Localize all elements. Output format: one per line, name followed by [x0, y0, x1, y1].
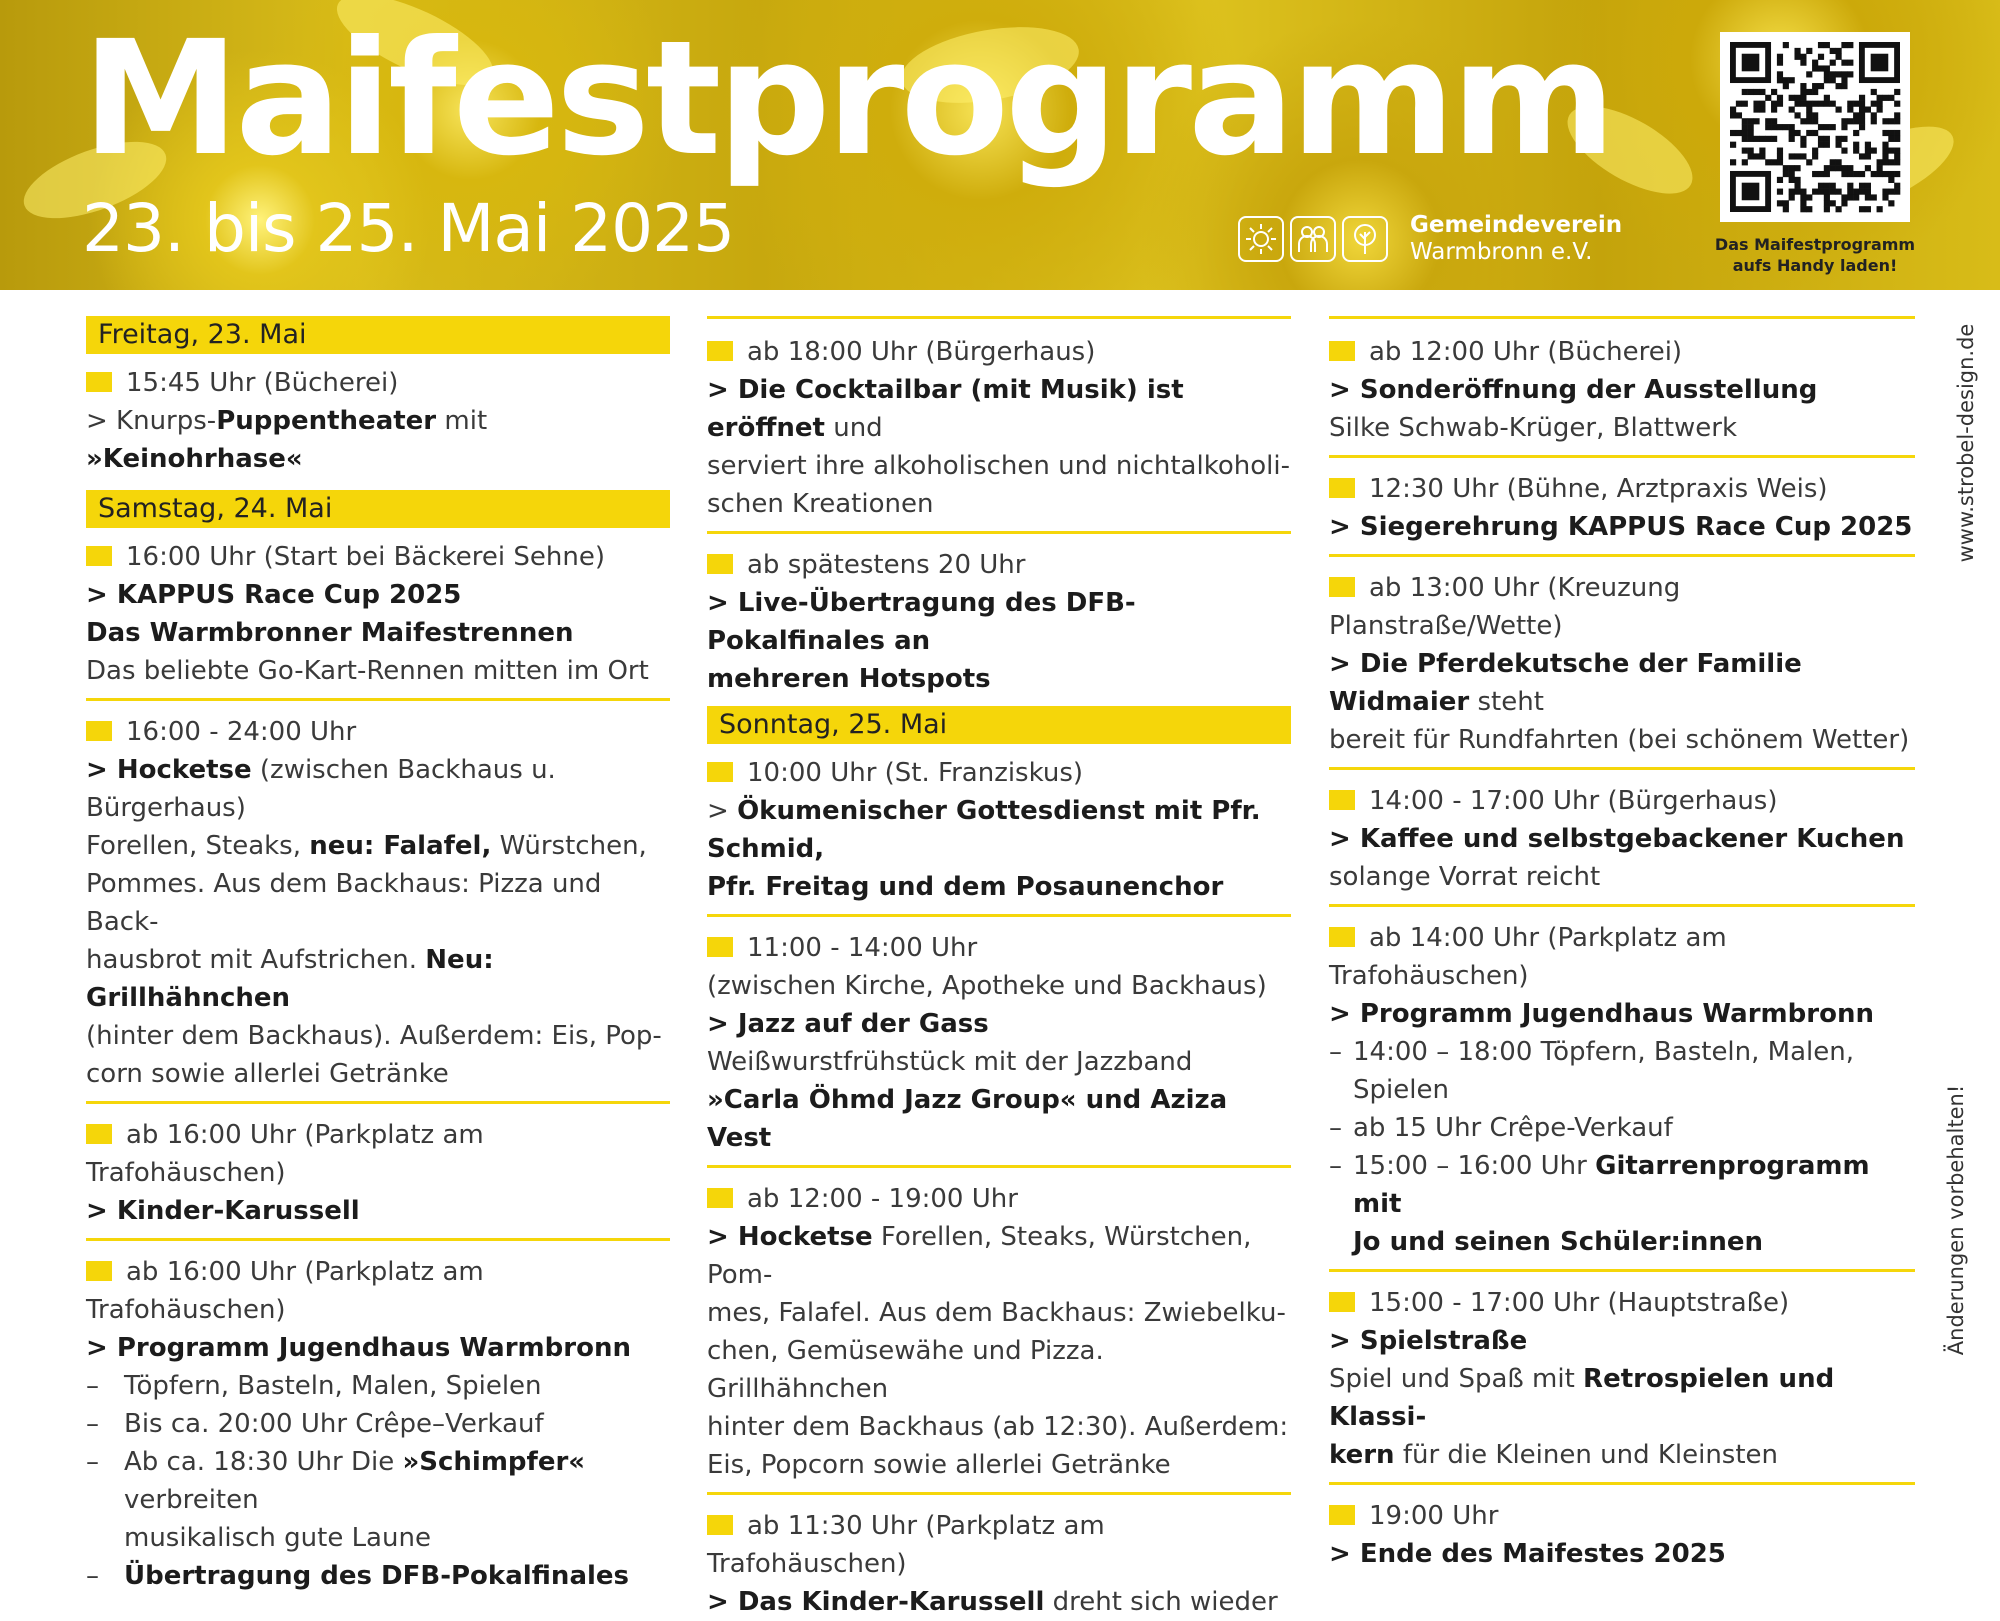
divider	[1329, 554, 1915, 557]
event-time: ab 14:00 Uhr (Parkplatz am Trafohäuschen)	[1329, 923, 1727, 991]
marker-square	[1329, 790, 1355, 810]
event-time: 19:00 Uhr	[1369, 1501, 1499, 1531]
event-time: ab 12:00 Uhr (Bücherei)	[1369, 337, 1683, 367]
list-item	[86, 1557, 670, 1595]
event-text: mit	[436, 406, 488, 436]
event-jazz	[707, 929, 1291, 1157]
divider	[86, 1101, 670, 1104]
marker-square	[86, 1124, 112, 1144]
divider	[1329, 455, 1915, 458]
event-title: > Ende des Maifestes 2025	[1329, 1539, 1726, 1569]
event-title: > Kinder-Karussell	[86, 1196, 360, 1226]
marker-square	[86, 372, 112, 392]
event-time: 15:00 - 17:00 Uhr (Hauptstraße)	[1369, 1288, 1790, 1318]
event-title: > Die Cocktailbar (mit Musik) ist eröffnet	[707, 375, 1184, 443]
event-subtitle: Das Warmbronner Maifestrennen	[86, 618, 574, 648]
event-title: > Hocketse	[707, 1222, 873, 1252]
event-text: >	[707, 796, 738, 826]
program-column-1	[86, 316, 670, 1595]
event-title: > Jazz auf der Gass	[707, 1009, 989, 1039]
event-title: Puppentheater	[216, 406, 437, 436]
event-time: 11:00 - 14:00 Uhr	[747, 933, 978, 963]
program-column-3	[1329, 316, 1915, 1573]
event-time: 16:00 - 24:00 Uhr	[126, 717, 357, 747]
event-title: > Programm Jugendhaus Warmbronn	[86, 1333, 631, 1363]
event-text: bereit für Rundfahrten (bei schönem Wetter)	[1329, 725, 1910, 755]
dash-bullet: –	[86, 1409, 99, 1439]
event-text: dreht sich wieder	[1044, 1587, 1278, 1617]
list-item	[86, 1405, 670, 1443]
event-text: serviert ihre alkoholischen und nichtalkoholi-	[707, 451, 1290, 481]
event-title: »Keinohrhase«	[86, 444, 303, 474]
dash-bullet: –	[86, 1447, 99, 1477]
divider	[707, 914, 1291, 917]
event-pferdekutsche	[1329, 569, 1915, 759]
event-time: ab 12:00 - 19:00 Uhr	[747, 1184, 1018, 1214]
marker-square	[707, 762, 733, 782]
event-text: chen, Gemüsewähe und Pizza. Grillhähnchen	[707, 1336, 1104, 1404]
list-item-text: Bis ca. 20:00 Uhr Crêpe–Verkauf	[124, 1409, 544, 1439]
dash-bullet: –	[86, 1561, 99, 1591]
list-item	[86, 1367, 670, 1405]
event-kinder-karussell-sunday	[707, 1507, 1291, 1621]
event-time: ab 11:30 Uhr (Parkplatz am Trafohäuschen)	[707, 1511, 1105, 1579]
list-item-text: ab 15 Uhr Crêpe-Verkauf	[1353, 1113, 1673, 1143]
event-text: hausbrot mit Aufstrichen.	[86, 945, 426, 975]
list-item	[86, 1443, 670, 1557]
event-title: > Die Pferdekutsche der Familie Widmaier	[1329, 649, 1802, 717]
notice-text: Änderungen vorbehalten!	[1944, 1084, 1968, 1356]
divider	[707, 1165, 1291, 1168]
marker-square	[86, 1261, 112, 1281]
marker-square	[1329, 577, 1355, 597]
event-title: > Hocketse	[86, 755, 252, 785]
event-text: > Knurps-	[86, 406, 217, 436]
event-title: > Sonderöffnung der Ausstellung	[1329, 375, 1818, 405]
event-text: Forellen, Steaks, Würstchen, Pom-	[707, 1222, 1252, 1290]
date-range: 23. bis 25. Mai 2025	[82, 190, 735, 267]
event-race-cup	[86, 538, 670, 690]
event-title: > Siegerehrung KAPPUS Race Cup 2025	[1329, 512, 1913, 542]
event-jugendhaus-sunday	[1329, 919, 1915, 1261]
marker-square	[707, 937, 733, 957]
marker-square	[707, 341, 733, 361]
divider	[1329, 316, 1915, 319]
tree-icon	[1342, 216, 1388, 262]
change-notice	[1944, 1070, 1968, 1370]
list-item-highlight: Übertragung des DFB-Pokalfinales	[124, 1561, 630, 1591]
event-text: Eis, Popcorn sowie allerlei Getränke	[707, 1450, 1171, 1480]
marker-square	[707, 1188, 733, 1208]
event-siegerehrung	[1329, 470, 1915, 546]
sun-icon	[1238, 216, 1284, 262]
program-column-2	[707, 316, 1291, 1621]
header-banner	[0, 0, 2000, 290]
event-time: ab spätestens 20 Uhr	[747, 550, 1026, 580]
website-text: www.strobel-design.de	[1954, 323, 1978, 563]
divider	[1329, 1482, 1915, 1485]
divider	[1329, 1269, 1915, 1272]
qr-caption-line1: Das Maifestprogramm	[1714, 235, 1916, 254]
event-hocketse-sunday	[707, 1180, 1291, 1484]
event-text: (zwischen Backhaus u. Bürgerhaus)	[86, 755, 556, 823]
list-item-highlight: Gitarrenprogramm mit	[1353, 1151, 1870, 1219]
dash-bullet: –	[1329, 1151, 1342, 1181]
dash-bullet: –	[1329, 1113, 1342, 1143]
event-title: > KAPPUS Race Cup 2025	[86, 580, 462, 610]
event-title: > Live-Übertragung des DFB-Pokalfinales an	[707, 588, 1136, 656]
people-icon	[1290, 216, 1336, 262]
marker-square	[86, 546, 112, 566]
qr-code[interactable]	[1720, 32, 1910, 222]
event-time: ab 16:00 Uhr (Parkplatz am Trafohäuschen)	[86, 1120, 484, 1188]
list-item-highlight: »Schimpfer«	[402, 1447, 586, 1477]
list-item-text: verbreiten	[124, 1485, 259, 1515]
event-puppentheater	[86, 364, 670, 478]
list-item-text: Töpfern, Basteln, Malen, Spielen	[124, 1371, 542, 1401]
event-highlight: neu: Falafel,	[309, 831, 492, 861]
event-jugendhaus-saturday	[86, 1253, 670, 1595]
divider	[707, 531, 1291, 534]
list-item-text: musikalisch gute Laune	[124, 1523, 431, 1553]
qr-caption-line2: aufs Handy laden!	[1732, 256, 1898, 275]
event-title: »Carla Öhmd Jazz Group« und Aziza Vest	[707, 1085, 1228, 1153]
website-credit	[1954, 318, 1978, 568]
event-highlight: kern	[1329, 1440, 1395, 1470]
event-title: > Programm Jugendhaus Warmbronn	[1329, 999, 1874, 1029]
event-text: Würstchen,	[491, 831, 647, 861]
list-item-text: Ab ca. 18:30 Uhr Die	[124, 1447, 403, 1477]
list-item	[1329, 1147, 1915, 1261]
org-logo	[1238, 216, 1388, 262]
list-item-text: 15:00 – 16:00 Uhr	[1353, 1151, 1596, 1181]
list-item	[1329, 1033, 1915, 1109]
divider	[1329, 904, 1915, 907]
event-text: und	[824, 413, 883, 443]
event-time: ab 16:00 Uhr (Parkplatz am Trafohäuschen)	[86, 1257, 484, 1325]
event-title: Ökumenischer Gottesdienst mit Pfr. Schmid,	[707, 796, 1261, 864]
event-title: mehreren Hotspots	[707, 664, 991, 694]
event-text: Forellen, Steaks,	[86, 831, 310, 861]
event-time: 16:00 Uhr (Start bei Bäckerei Sehne)	[126, 542, 605, 572]
event-gottesdienst	[707, 754, 1291, 906]
day-heading-friday: Freitag, 23. Mai	[86, 316, 670, 354]
marker-square	[86, 721, 112, 741]
marker-square	[1329, 341, 1355, 361]
event-text: für die Kleinen und Kleinsten	[1394, 1440, 1779, 1470]
event-time: ab 13:00 Uhr (Kreuzung Planstraße/Wette)	[1329, 573, 1681, 641]
event-spielstrasse	[1329, 1284, 1915, 1474]
page-title: Maifestprogramm	[82, 7, 1612, 191]
event-description: Das beliebte Go-Kart-Rennen mitten im Ort	[86, 656, 649, 686]
org-name-line2: Warmbronn e.V.	[1410, 239, 1593, 265]
marker-square	[707, 554, 733, 574]
event-time: 15:45 Uhr (Bücherei)	[126, 368, 399, 398]
list-item-text: 14:00 – 18:00 Töpfern, Basteln, Malen, Spielen	[1353, 1037, 1854, 1105]
marker-square	[707, 1515, 733, 1535]
event-text: mes, Falafel. Aus dem Backhaus: Zwiebelku-	[707, 1298, 1286, 1328]
event-text: (hinter dem Backhaus). Außerdem: Eis, Pop-	[86, 1021, 662, 1051]
event-text: Weißwurstfrühstück mit der Jazzband	[707, 1047, 1193, 1077]
event-ende	[1329, 1497, 1915, 1573]
event-highlight: Neu: Grillhähnchen	[86, 945, 494, 1013]
dash-bullet: –	[86, 1371, 99, 1401]
list-item	[1329, 1109, 1915, 1147]
event-highlight: Retrospielen und Klassi-	[1329, 1364, 1835, 1432]
divider	[707, 316, 1291, 319]
event-text: solange Vorrat reicht	[1329, 862, 1601, 892]
event-time: 10:00 Uhr (St. Franziskus)	[747, 758, 1084, 788]
event-text: steht	[1469, 687, 1544, 717]
event-kaffee-kuchen	[1329, 782, 1915, 896]
event-title: > Kaffee und selbstgebackener Kuchen	[1329, 824, 1905, 854]
event-title: > Das Kinder-Karussell	[707, 1587, 1045, 1617]
event-title: > Spielstraße	[1329, 1326, 1528, 1356]
marker-square	[1329, 927, 1355, 947]
event-text: Spiel und Spaß mit	[1329, 1364, 1584, 1394]
dash-bullet: –	[1329, 1037, 1342, 1067]
org-name-line1: Gemeindeverein	[1410, 212, 1623, 238]
event-text: Pommes. Aus dem Backhaus: Pizza und Back-	[86, 869, 602, 937]
list-item-highlight: Jo und seinen Schüler:innen	[1353, 1227, 1763, 1257]
qr-caption	[1704, 234, 1926, 276]
divider	[707, 1492, 1291, 1495]
event-time: 12:30 Uhr (Bühne, Arztpraxis Weis)	[1369, 474, 1828, 504]
event-time: ab 18:00 Uhr (Bürgerhaus)	[747, 337, 1096, 367]
event-title: Pfr. Freitag und dem Posaunenchor	[707, 872, 1224, 902]
event-time: 14:00 - 17:00 Uhr (Bürgerhaus)	[1369, 786, 1778, 816]
event-pokalfinale	[707, 546, 1291, 698]
event-ausstellung	[1329, 333, 1915, 447]
marker-square	[1329, 1505, 1355, 1525]
marker-square	[1329, 478, 1355, 498]
divider	[86, 1238, 670, 1241]
divider	[1329, 767, 1915, 770]
event-text: schen Kreationen	[707, 489, 934, 519]
event-hocketse-saturday	[86, 713, 670, 1093]
event-text: corn sowie allerlei Getränke	[86, 1059, 449, 1089]
day-heading-saturday: Samstag, 24. Mai	[86, 490, 670, 528]
marker-square	[1329, 1292, 1355, 1312]
org-name	[1410, 212, 1622, 266]
day-heading-sunday: Sonntag, 25. Mai	[707, 706, 1291, 744]
event-location: (zwischen Kirche, Apotheke und Backhaus)	[707, 971, 1267, 1001]
divider	[86, 698, 670, 701]
event-text: hinter dem Backhaus (ab 12:30). Außerdem:	[707, 1412, 1289, 1442]
event-kinder-karussell-saturday	[86, 1116, 670, 1230]
event-cocktailbar	[707, 333, 1291, 523]
event-text: Silke Schwab-Krüger, Blattwerk	[1329, 413, 1738, 443]
